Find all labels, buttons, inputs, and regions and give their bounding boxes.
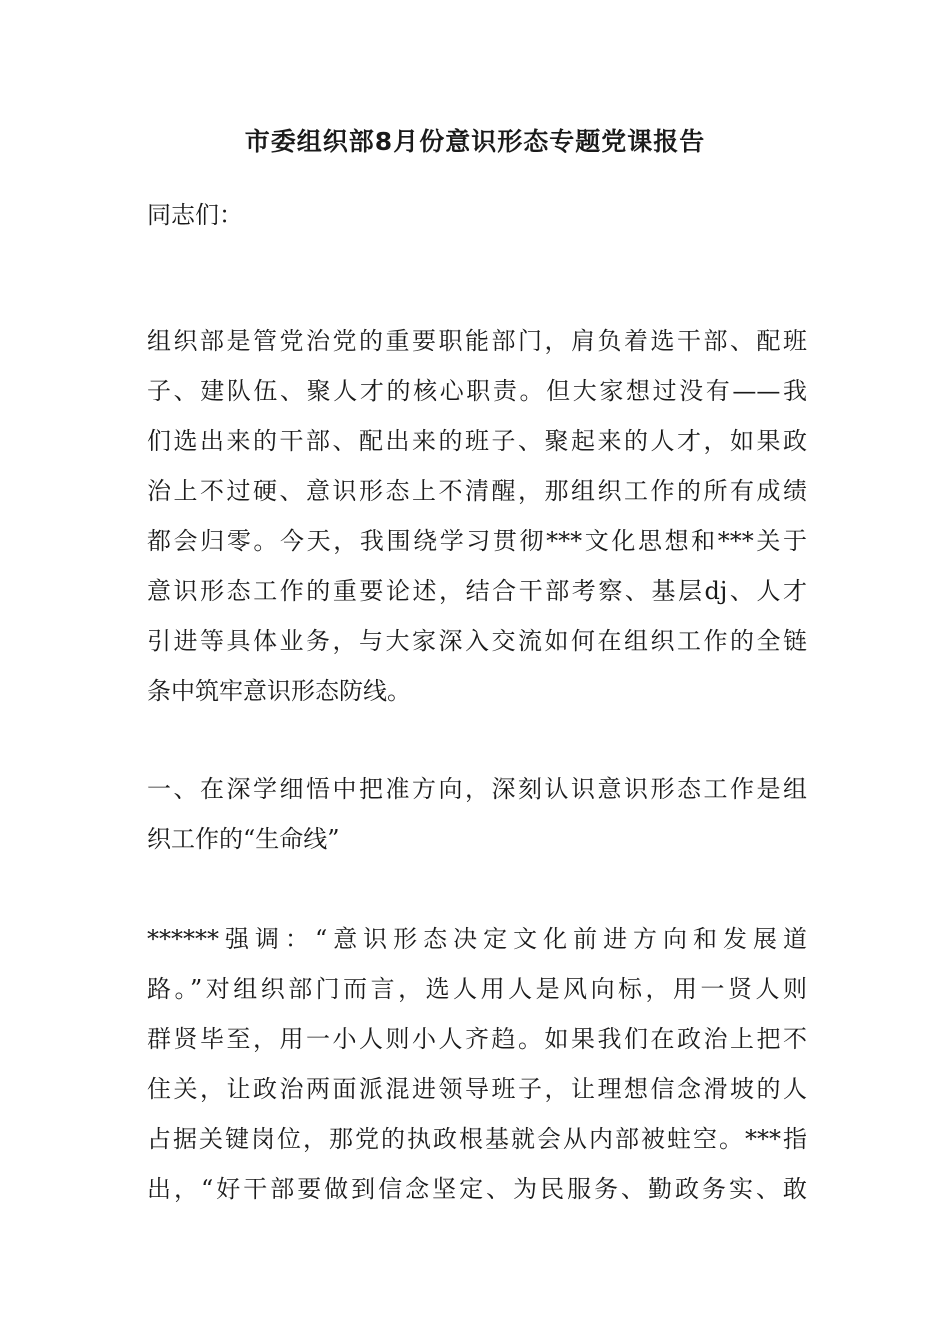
paragraph-line: 们选出来的干部、配出来的班子、聚起来的人才，如果政: [147, 427, 807, 455]
paragraph-line: 占据关键岗位，那党的执政根基就会从内部被蛀空。***指: [147, 1125, 807, 1153]
paragraph-line: 引进等具体业务，与大家深入交流如何在组织工作的全链: [147, 627, 807, 655]
salutation: 同志们：: [147, 201, 243, 229]
paragraph-line: 出，“好干部要做到信念坚定、为民服务、勤政务实、敢: [147, 1175, 807, 1203]
document-title: 市委组织部8月份意识形态专题党课报告: [244, 127, 706, 156]
paragraph-line: 都会归零。今天，我围绕学习贯彻***文化思想和***关于: [147, 527, 807, 555]
section-heading-line: 织工作的“生命线”: [147, 825, 340, 853]
paragraph-line: 群贤毕至，用一小人则小人齐趋。如果我们在政治上把不: [147, 1025, 807, 1053]
paragraph-line: 路。”对组织部门而言，选人用人是风向标，用一贤人则: [147, 975, 807, 1003]
paragraph-line: ******强调：“意识形态决定文化前进方向和发展道: [147, 925, 807, 953]
paragraph-line: 子、建队伍、聚人才的核心职责。但大家想过没有——我: [147, 377, 807, 405]
section-heading-line: 一、在深学细悟中把准方向，深刻认识意识形态工作是组: [147, 775, 807, 803]
paragraph-line: 治上不过硬、意识形态上不清醒，那组织工作的所有成绩: [147, 477, 807, 505]
paragraph-line: 组织部是管党治党的重要职能部门，肩负着选干部、配班: [147, 327, 807, 355]
paragraph-line: 条中筑牢意识形态防线。: [147, 677, 411, 705]
paragraph-line: 住关，让政治两面派混进领导班子，让理想信念滑坡的人: [147, 1075, 807, 1103]
paragraph-line: 意识形态工作的重要论述，结合干部考察、基层dj、人才: [147, 577, 807, 605]
